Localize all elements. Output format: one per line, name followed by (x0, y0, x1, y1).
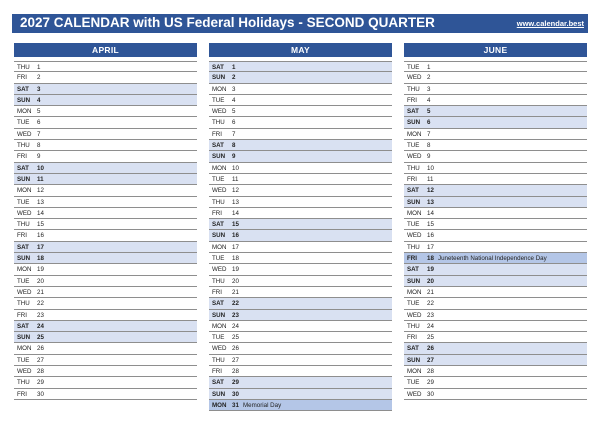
day-of-week: TUE (212, 255, 225, 263)
day-row (14, 355, 197, 366)
day-of-week: MON (17, 108, 32, 116)
day-of-week: TUE (212, 96, 225, 104)
day-row (209, 72, 392, 83)
month-column-april (14, 43, 197, 400)
day-of-week: FRI (407, 175, 417, 183)
day-of-week: SUN (407, 119, 421, 127)
day-of-week: TUE (17, 356, 30, 364)
day-number: 12 (427, 187, 434, 195)
day-number: 14 (37, 209, 44, 217)
day-of-week: THU (212, 198, 225, 206)
day-number: 2 (37, 74, 41, 82)
day-of-week: THU (17, 300, 30, 308)
day-number: 4 (232, 96, 236, 104)
day-of-week: WED (17, 288, 32, 296)
day-row (404, 151, 587, 162)
day-row (209, 61, 392, 72)
day-of-week: SAT (212, 64, 224, 71)
day-row (14, 242, 197, 253)
day-number: 19 (427, 266, 434, 274)
day-number: 10 (37, 164, 44, 172)
day-number: 14 (427, 209, 434, 217)
day-number: 15 (427, 221, 434, 229)
day-row (209, 208, 392, 219)
day-number: 12 (232, 187, 239, 195)
day-number: 16 (232, 232, 239, 240)
day-of-week: TUE (212, 175, 225, 183)
day-of-week: FRI (17, 390, 27, 398)
day-list (14, 61, 197, 400)
day-of-week: MON (407, 368, 422, 376)
day-of-week: TUE (407, 221, 420, 229)
day-of-week: FRI (407, 255, 417, 263)
day-of-week: TUE (17, 198, 30, 206)
day-number: 5 (37, 108, 41, 116)
day-number: 8 (232, 142, 236, 150)
day-of-week: SUN (407, 198, 421, 206)
day-row (209, 242, 392, 253)
day-number: 18 (427, 255, 434, 263)
day-row (404, 377, 587, 388)
day-number: 7 (37, 130, 41, 138)
day-row (14, 343, 197, 354)
day-of-week: FRI (407, 334, 417, 342)
day-of-week: MON (17, 187, 32, 195)
day-of-week: SAT (17, 164, 29, 172)
day-row (404, 72, 587, 83)
day-of-week: WED (407, 74, 422, 82)
day-row (404, 174, 587, 185)
day-number: 5 (427, 108, 431, 116)
day-of-week: MON (407, 209, 422, 217)
day-row (209, 197, 392, 208)
day-number: 9 (427, 153, 431, 161)
day-of-week: TUE (17, 277, 30, 285)
day-number: 29 (427, 379, 434, 387)
day-row (404, 287, 587, 298)
day-row (404, 366, 587, 377)
day-of-week: SAT (212, 300, 224, 308)
day-number: 17 (37, 243, 44, 251)
day-number: 2 (232, 74, 236, 82)
day-of-week: SUN (212, 232, 226, 240)
day-number: 23 (427, 311, 434, 319)
day-row (404, 276, 587, 287)
day-number: 1 (37, 64, 41, 71)
day-row (209, 321, 392, 332)
day-row (209, 298, 392, 309)
day-number: 9 (232, 153, 236, 161)
day-of-week: TUE (407, 379, 420, 387)
day-number: 28 (427, 368, 434, 376)
day-row (14, 332, 197, 343)
day-row (404, 219, 587, 230)
day-number: 22 (37, 300, 44, 308)
day-number: 7 (427, 130, 431, 138)
day-number: 1 (232, 64, 236, 71)
day-of-week: SUN (407, 356, 421, 364)
day-row (404, 197, 587, 208)
day-row (209, 253, 392, 264)
month-column-may (209, 43, 392, 411)
day-number: 26 (232, 345, 239, 353)
day-row (404, 230, 587, 241)
day-of-week: TUE (407, 142, 420, 150)
day-of-week: THU (17, 64, 30, 71)
day-of-week: MON (17, 345, 32, 353)
day-row (404, 389, 587, 400)
day-of-week: THU (212, 356, 225, 364)
day-row (14, 163, 197, 174)
day-number: 16 (427, 232, 434, 240)
day-of-week: SAT (407, 345, 419, 353)
day-number: 13 (232, 198, 239, 206)
day-of-week: SUN (212, 74, 226, 82)
day-row (404, 208, 587, 219)
day-of-week: SUN (17, 96, 31, 104)
day-number: 29 (37, 379, 44, 387)
day-row (14, 185, 197, 196)
day-row (404, 140, 587, 151)
day-number: 2 (427, 74, 431, 82)
day-number: 26 (427, 345, 434, 353)
day-number: 5 (232, 108, 236, 116)
day-number: 26 (37, 345, 44, 353)
day-number: 8 (37, 142, 41, 150)
day-number: 22 (427, 300, 434, 308)
day-number: 30 (37, 390, 44, 398)
day-row (14, 72, 197, 83)
day-number: 28 (232, 368, 239, 376)
day-row (14, 253, 197, 264)
day-row (404, 355, 587, 366)
day-number: 6 (232, 119, 236, 127)
day-of-week: MON (407, 130, 422, 138)
day-row (209, 117, 392, 128)
day-of-week: WED (407, 311, 422, 319)
day-of-week: THU (407, 164, 420, 172)
day-row (14, 95, 197, 106)
day-of-week: SAT (407, 266, 419, 274)
day-number: 24 (427, 322, 434, 330)
day-of-week: FRI (212, 368, 222, 376)
day-row (209, 276, 392, 287)
day-row (14, 106, 197, 117)
day-of-week: SUN (17, 175, 31, 183)
day-number: 13 (427, 198, 434, 206)
day-of-week: WED (17, 368, 32, 376)
day-row (14, 61, 197, 72)
day-number: 24 (37, 322, 44, 330)
day-of-week: SAT (17, 85, 29, 93)
day-of-week: SUN (212, 153, 226, 161)
holiday-row (209, 400, 392, 411)
day-row (209, 163, 392, 174)
day-row (209, 366, 392, 377)
day-row (209, 264, 392, 275)
day-of-week: MON (212, 401, 227, 409)
title-banner (12, 14, 588, 33)
day-of-week: TUE (17, 119, 30, 127)
day-of-week: MON (212, 322, 227, 330)
day-of-week: SUN (17, 255, 31, 263)
day-of-week: MON (212, 243, 227, 251)
day-row (14, 219, 197, 230)
day-of-week: FRI (212, 209, 222, 217)
day-list (209, 61, 392, 411)
day-row (404, 343, 587, 354)
day-number: 25 (37, 334, 44, 342)
day-row (209, 129, 392, 140)
day-number: 25 (232, 334, 239, 342)
day-of-week: WED (407, 153, 422, 161)
day-number: 24 (232, 322, 239, 330)
day-of-week: WED (17, 130, 32, 138)
day-of-week: SAT (407, 187, 419, 195)
day-number: 18 (37, 255, 44, 263)
day-of-week: WED (17, 209, 32, 217)
day-of-week: TUE (407, 64, 420, 71)
day-row (14, 276, 197, 287)
day-number: 10 (232, 164, 239, 172)
day-row (404, 61, 587, 72)
day-row (14, 117, 197, 128)
day-of-week: FRI (17, 232, 27, 240)
day-number: 17 (427, 243, 434, 251)
page-title: 2027 CALENDAR with US Federal Holidays - SECOND QUARTER (20, 15, 435, 30)
day-row (404, 129, 587, 140)
day-of-week: FRI (17, 311, 27, 319)
day-row (209, 230, 392, 241)
day-of-week: WED (212, 266, 227, 274)
holiday-name: Juneteenth National Independence Day (438, 255, 547, 263)
day-number: 27 (427, 356, 434, 364)
day-of-week: SAT (212, 221, 224, 229)
day-of-week: THU (17, 379, 30, 387)
day-number: 13 (37, 198, 44, 206)
day-of-week: SAT (212, 379, 224, 387)
day-number: 1 (427, 64, 431, 71)
day-number: 3 (232, 85, 236, 93)
day-of-week: WED (212, 345, 227, 353)
day-number: 18 (232, 255, 239, 263)
day-number: 25 (427, 334, 434, 342)
day-row (14, 84, 197, 95)
day-row (209, 95, 392, 106)
day-number: 9 (37, 153, 41, 161)
day-number: 14 (232, 209, 239, 217)
day-list (404, 61, 587, 400)
day-row (404, 310, 587, 321)
day-number: 11 (37, 175, 44, 183)
day-number: 29 (232, 379, 239, 387)
day-number: 21 (232, 288, 239, 296)
day-number: 12 (37, 187, 44, 195)
day-row (14, 174, 197, 185)
day-row (404, 321, 587, 332)
day-number: 21 (37, 288, 44, 296)
day-number: 4 (37, 96, 41, 104)
day-of-week: TUE (407, 300, 420, 308)
month-column-june (404, 43, 587, 400)
day-of-week: MON (407, 288, 422, 296)
day-row (14, 129, 197, 140)
day-number: 23 (37, 311, 44, 319)
day-row (14, 310, 197, 321)
day-number: 19 (232, 266, 239, 274)
day-number: 21 (427, 288, 434, 296)
day-row (209, 151, 392, 162)
day-of-week: WED (407, 232, 422, 240)
day-row (14, 197, 197, 208)
day-of-week: WED (407, 390, 422, 398)
day-row (404, 84, 587, 95)
day-row (404, 185, 587, 196)
day-number: 15 (37, 221, 44, 229)
day-number: 20 (232, 277, 239, 285)
day-of-week: SAT (17, 322, 29, 330)
day-of-week: THU (212, 277, 225, 285)
day-row (209, 219, 392, 230)
day-row (404, 332, 587, 343)
day-row (404, 117, 587, 128)
day-number: 23 (232, 311, 239, 319)
day-row (14, 389, 197, 400)
day-of-week: SUN (17, 334, 31, 342)
day-of-week: THU (212, 119, 225, 127)
day-number: 7 (232, 130, 236, 138)
day-row (209, 185, 392, 196)
day-row (209, 174, 392, 185)
day-row (404, 242, 587, 253)
holiday-name: Memorial Day (243, 401, 282, 409)
day-number: 27 (37, 356, 44, 364)
day-of-week: MON (212, 164, 227, 172)
day-row (14, 230, 197, 241)
day-of-week: SAT (17, 243, 29, 251)
month-header: JUNE (404, 43, 587, 57)
day-row (14, 287, 197, 298)
day-row (14, 208, 197, 219)
day-number: 10 (427, 164, 434, 172)
day-number: 4 (427, 96, 431, 104)
day-number: 28 (37, 368, 44, 376)
day-of-week: FRI (407, 96, 417, 104)
day-row (404, 95, 587, 106)
day-number: 3 (37, 85, 41, 93)
day-number: 15 (232, 221, 239, 229)
month-header: MAY (209, 43, 392, 57)
day-row (14, 377, 197, 388)
day-number: 30 (427, 390, 434, 398)
day-number: 16 (37, 232, 44, 240)
day-number: 11 (427, 175, 434, 183)
day-number: 22 (232, 300, 239, 308)
day-of-week: FRI (17, 153, 27, 161)
day-row (209, 287, 392, 298)
day-row (14, 366, 197, 377)
day-number: 3 (427, 85, 431, 93)
day-row (209, 310, 392, 321)
website-link[interactable]: www.calendar.best (516, 19, 584, 28)
day-row (14, 298, 197, 309)
day-of-week: THU (407, 322, 420, 330)
day-number: 31 (232, 401, 239, 409)
day-of-week: FRI (212, 130, 222, 138)
day-number: 19 (37, 266, 44, 274)
day-of-week: FRI (212, 288, 222, 296)
day-of-week: TUE (212, 334, 225, 342)
day-number: 8 (427, 142, 431, 150)
day-row (14, 264, 197, 275)
day-of-week: THU (17, 142, 30, 150)
day-row (209, 332, 392, 343)
day-row (14, 321, 197, 332)
day-row (209, 106, 392, 117)
day-of-week: SAT (212, 142, 224, 150)
day-of-week: SUN (212, 390, 226, 398)
day-number: 27 (232, 356, 239, 364)
day-row (404, 264, 587, 275)
day-of-week: THU (17, 221, 30, 229)
holiday-row (404, 253, 587, 264)
day-row (209, 84, 392, 95)
day-row (404, 163, 587, 174)
day-row (209, 343, 392, 354)
day-row (404, 106, 587, 117)
day-number: 20 (37, 277, 44, 285)
day-row (209, 389, 392, 400)
day-number: 20 (427, 277, 434, 285)
day-number: 17 (232, 243, 239, 251)
day-of-week: SAT (407, 108, 419, 116)
day-row (209, 355, 392, 366)
day-row (404, 298, 587, 309)
day-of-week: WED (212, 187, 227, 195)
day-number: 11 (232, 175, 239, 183)
day-of-week: MON (17, 266, 32, 274)
day-of-week: SUN (407, 277, 421, 285)
day-of-week: THU (407, 243, 420, 251)
day-row (209, 377, 392, 388)
day-row (14, 151, 197, 162)
day-of-week: MON (212, 85, 227, 93)
month-header: APRIL (14, 43, 197, 57)
day-row (14, 140, 197, 151)
day-number: 6 (427, 119, 431, 127)
day-row (209, 140, 392, 151)
day-of-week: FRI (17, 74, 27, 82)
day-of-week: THU (407, 85, 420, 93)
day-of-week: WED (212, 108, 227, 116)
day-number: 6 (37, 119, 41, 127)
day-number: 30 (232, 390, 239, 398)
day-of-week: SUN (212, 311, 226, 319)
